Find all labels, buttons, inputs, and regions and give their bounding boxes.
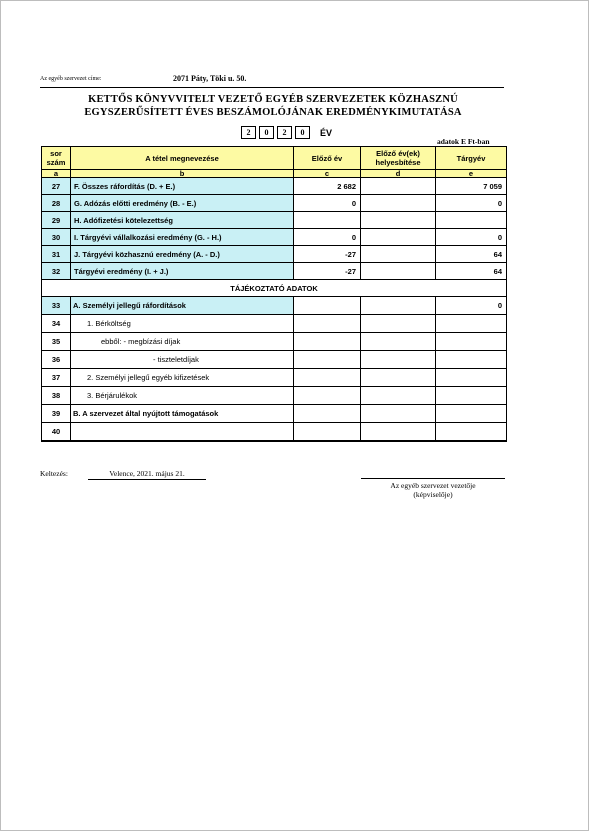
row-curr-value <box>436 405 507 423</box>
row-label: G. Adózás előtti eredmény (B. - E.) <box>71 195 294 212</box>
row-number: 31 <box>42 246 71 263</box>
row-prev-value <box>294 351 361 369</box>
row-curr-value: 64 <box>436 246 507 263</box>
table-row <box>42 315 507 333</box>
column-letter: e <box>436 170 507 178</box>
row-label: ebből: - megbízási díjak <box>71 333 294 351</box>
col-header-prev: Előző év <box>294 147 361 170</box>
date-label: Keltezés: <box>40 469 68 478</box>
row-corr-value <box>361 333 436 351</box>
table-row <box>42 229 507 246</box>
row-label: J. Tárgyévi közhasznú eredmény (A. - D.) <box>71 246 294 263</box>
row-number: 34 <box>42 315 71 333</box>
row-label: A. Személyi jellegű ráfordítások <box>71 297 294 315</box>
units-label: adatok E Ft-ban <box>437 137 490 146</box>
row-curr-value <box>436 387 507 405</box>
document-title <box>40 93 506 119</box>
title-line-1: KETTŐS KÖNYVVITELT VEZETŐ EGYÉB SZERVEZETEK KÖZHASZNÚ <box>88 94 458 105</box>
row-prev-value <box>294 212 361 229</box>
row-curr-value: 64 <box>436 263 507 280</box>
row-curr-value <box>436 369 507 387</box>
row-prev-value <box>294 423 361 442</box>
col-header-corr-line1: Előző év(ek) <box>376 149 420 158</box>
row-corr-value <box>361 405 436 423</box>
year-boxes <box>241 126 313 139</box>
col-header-sor-line2: szám <box>46 158 66 167</box>
table-row <box>42 297 507 315</box>
table-row <box>42 178 507 195</box>
table-row <box>42 369 507 387</box>
column-letter: d <box>361 170 436 178</box>
year-digit: 0 <box>295 126 310 139</box>
table-row <box>42 351 507 369</box>
row-prev-value <box>294 315 361 333</box>
address-label: Az egyéb szervezet címe: <box>40 76 102 82</box>
row-number: 30 <box>42 229 71 246</box>
signer-line-2: (képviselője) <box>413 490 453 499</box>
info-section-title: TÁJÉKOZTATÓ ADATOK <box>42 280 507 297</box>
row-corr-value <box>361 369 436 387</box>
row-number: 36 <box>42 351 71 369</box>
address-value: 2071 Páty, Töki u. 50. <box>173 74 247 83</box>
table-row <box>42 263 507 280</box>
row-prev-value: -27 <box>294 246 361 263</box>
col-header-name: A tétel megnevezése <box>71 147 294 170</box>
signer-line-1: Az egyéb szervezet vezetője <box>390 481 476 490</box>
row-curr-value: 0 <box>436 195 507 212</box>
table-row <box>42 212 507 229</box>
row-prev-value: 0 <box>294 195 361 212</box>
table-row <box>42 423 507 442</box>
col-header-corr-line2: helyesbítése <box>375 158 421 167</box>
row-prev-value <box>294 405 361 423</box>
row-curr-value <box>436 333 507 351</box>
row-number: 40 <box>42 423 71 442</box>
row-prev-value <box>294 387 361 405</box>
col-header-sor <box>42 147 71 170</box>
row-corr-value <box>361 246 436 263</box>
row-curr-value: 0 <box>436 229 507 246</box>
row-curr-value: 0 <box>436 297 507 315</box>
row-label: B. A szervezet által nyújtott támogatások <box>71 405 294 423</box>
row-number: 27 <box>42 178 71 195</box>
row-corr-value <box>361 423 436 442</box>
table-header-row <box>42 147 507 170</box>
row-number: 32 <box>42 263 71 280</box>
year-digit: 0 <box>259 126 274 139</box>
row-label: F. Összes ráfordítás (D. + E.) <box>71 178 294 195</box>
row-curr-value: 7 059 <box>436 178 507 195</box>
row-number: 38 <box>42 387 71 405</box>
table-row <box>42 333 507 351</box>
table-row <box>42 195 507 212</box>
signer-caption <box>361 481 505 499</box>
row-curr-value <box>436 315 507 333</box>
row-label: - tiszteletdíjak <box>71 351 294 369</box>
row-number: 33 <box>42 297 71 315</box>
column-letter: c <box>294 170 361 178</box>
row-curr-value <box>436 351 507 369</box>
row-prev-value <box>294 369 361 387</box>
row-corr-value <box>361 297 436 315</box>
column-letters-row <box>42 170 507 178</box>
row-prev-value <box>294 333 361 351</box>
row-number: 37 <box>42 369 71 387</box>
col-header-curr: Tárgyév <box>436 147 507 170</box>
row-number: 35 <box>42 333 71 351</box>
col-header-corr <box>361 147 436 170</box>
row-label <box>71 423 294 442</box>
row-corr-value <box>361 315 436 333</box>
info-section-header <box>42 280 507 297</box>
row-number: 39 <box>42 405 71 423</box>
row-label: H. Adófizetési kötelezettség <box>71 212 294 229</box>
title-line-2: EGYSZERŰSÍTETT ÉVES BESZÁMOLÓJÁNAK EREDMÉNYKIMUTATÁSA <box>84 107 462 118</box>
address-row <box>40 75 504 88</box>
row-prev-value: 2 682 <box>294 178 361 195</box>
row-label: I. Tárgyévi vállalkozási eredmény (G. - H.) <box>71 229 294 246</box>
col-header-sor-line1: sor <box>50 149 62 158</box>
column-letter: b <box>71 170 294 178</box>
row-number: 29 <box>42 212 71 229</box>
row-curr-value <box>436 423 507 442</box>
row-curr-value <box>436 212 507 229</box>
row-corr-value <box>361 212 436 229</box>
signature-line <box>361 478 505 479</box>
row-corr-value <box>361 195 436 212</box>
row-number: 28 <box>42 195 71 212</box>
table-row <box>42 405 507 423</box>
row-label: 2. Személyi jellegű egyéb kifizetések <box>71 369 294 387</box>
table-row <box>42 387 507 405</box>
row-label: 3. Bérjárulékok <box>71 387 294 405</box>
table-row <box>42 246 507 263</box>
row-corr-value <box>361 351 436 369</box>
row-prev-value: 0 <box>294 229 361 246</box>
income-statement-table <box>41 146 507 442</box>
row-corr-value <box>361 178 436 195</box>
year-label: ÉV <box>320 128 333 138</box>
row-label: 1. Bérköltség <box>71 315 294 333</box>
row-corr-value <box>361 263 436 280</box>
row-corr-value <box>361 387 436 405</box>
date-value: Velence, 2021. május 21. <box>88 469 206 480</box>
row-prev-value: -27 <box>294 263 361 280</box>
year-digit: 2 <box>241 126 256 139</box>
year-digit: 2 <box>277 126 292 139</box>
column-letter: a <box>42 170 71 178</box>
row-label: Tárgyévi eredmény (I. + J.) <box>71 263 294 280</box>
row-corr-value <box>361 229 436 246</box>
row-prev-value <box>294 297 361 315</box>
